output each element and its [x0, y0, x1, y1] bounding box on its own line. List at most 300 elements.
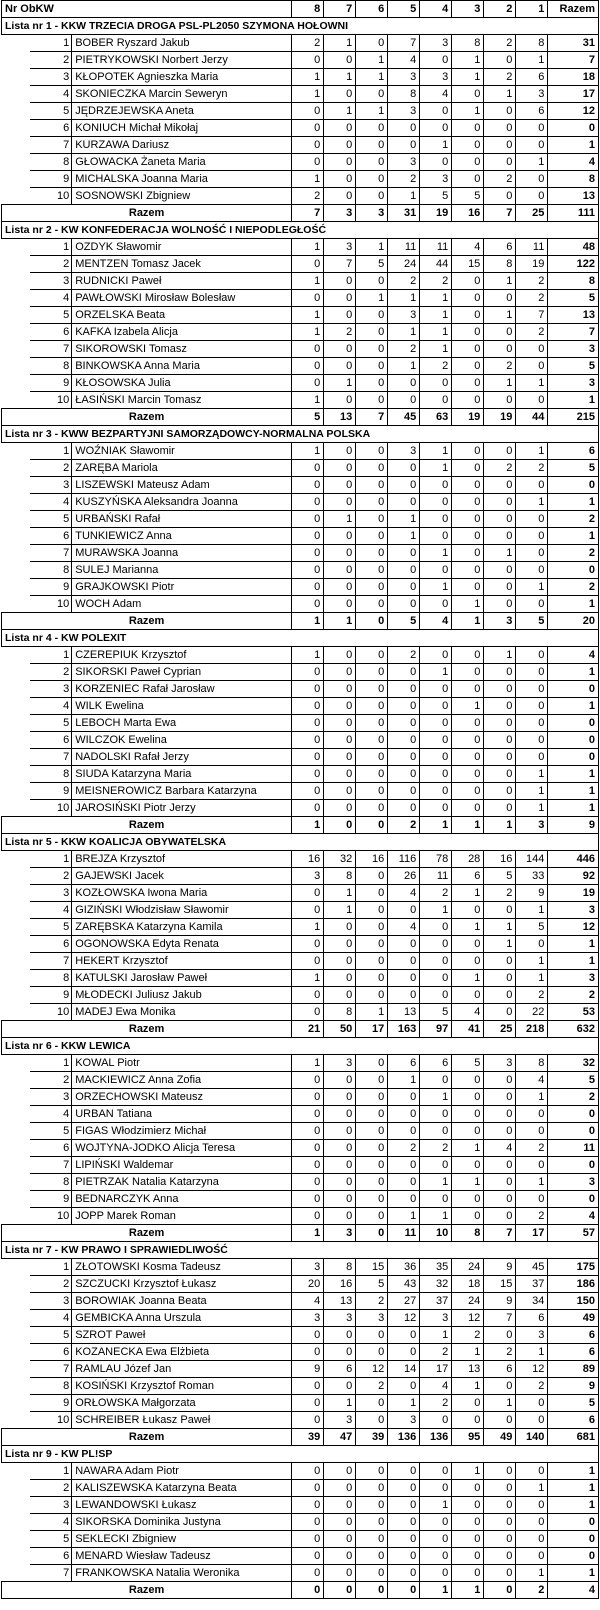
candidate-number: 5: [30, 715, 71, 732]
vote-cell: 0: [420, 766, 452, 783]
vote-cell: 34: [516, 1293, 548, 1310]
vote-cell: 0: [452, 1072, 484, 1089]
vote-cell: 0: [420, 562, 452, 579]
vote-cell: 0: [516, 1395, 548, 1412]
sum-cell: 136: [388, 1429, 420, 1446]
vote-cell: 0: [484, 1497, 516, 1514]
candidate-number: 5: [30, 103, 71, 120]
vote-cell: 0: [516, 545, 548, 562]
candidate-number: 6: [30, 732, 71, 749]
vote-cell: 0: [388, 1463, 420, 1480]
vote-cell: 4: [292, 1293, 324, 1310]
vote-cell: 0: [292, 1531, 324, 1548]
vote-cell: 1: [484, 307, 516, 324]
row-spacer: [2, 1140, 31, 1157]
vote-cell: 0: [292, 1497, 324, 1514]
vote-cell: 24: [452, 1259, 484, 1276]
row-spacer: [2, 579, 31, 596]
vote-cell: 0: [452, 171, 484, 188]
vote-cell: 12: [356, 1361, 388, 1378]
candidate-total: 1: [548, 494, 599, 511]
vote-cell: 0: [356, 647, 388, 664]
candidate-name: GEMBICKA Anna Urszula: [72, 1310, 292, 1327]
sum-cell: 1: [292, 817, 324, 834]
candidate-row: [2, 562, 599, 579]
candidate-number: 10: [30, 596, 71, 613]
vote-cell: 0: [292, 137, 324, 154]
vote-cell: 0: [324, 1072, 356, 1089]
row-spacer: [2, 1497, 31, 1514]
vote-cell: 1: [516, 1174, 548, 1191]
vote-cell: 0: [292, 902, 324, 919]
vote-cell: 3: [324, 1412, 356, 1429]
vote-cell: 0: [292, 1565, 324, 1582]
vote-cell: 3: [420, 69, 452, 86]
vote-cell: 45: [516, 1259, 548, 1276]
vote-cell: 1: [324, 885, 356, 902]
vote-cell: 9: [516, 885, 548, 902]
vote-cell: 0: [324, 443, 356, 460]
vote-cell: 0: [292, 341, 324, 358]
row-spacer: [2, 256, 31, 273]
candidate-row: [2, 885, 599, 902]
vote-cell: 0: [516, 1497, 548, 1514]
sum-cell: 136: [420, 1429, 452, 1446]
row-spacer: [2, 681, 31, 698]
sum-label: Razem: [2, 817, 292, 834]
vote-cell: 0: [356, 1055, 388, 1072]
vote-cell: 0: [324, 120, 356, 137]
vote-cell: 0: [452, 647, 484, 664]
row-spacer: [2, 1208, 31, 1225]
sum-cell: 95: [452, 1429, 484, 1446]
vote-cell: 0: [324, 1157, 356, 1174]
vote-cell: 1: [388, 1395, 420, 1412]
candidate-name: PAWŁOWSKI Mirosław Bolesław: [72, 290, 292, 307]
vote-cell: 0: [292, 562, 324, 579]
candidate-total: 48: [548, 239, 599, 256]
vote-cell: 0: [484, 698, 516, 715]
candidate-row: [2, 256, 599, 273]
candidate-row: [2, 494, 599, 511]
candidate-row: [2, 239, 599, 256]
vote-cell: 0: [452, 1191, 484, 1208]
candidate-total: 32: [548, 1055, 599, 1072]
vote-cell: 0: [356, 35, 388, 52]
vote-cell: 0: [484, 1004, 516, 1021]
row-spacer: [2, 1565, 31, 1582]
candidate-number: 8: [30, 154, 71, 171]
sum-total: 9: [548, 817, 599, 834]
sum-cell: 0: [484, 1582, 516, 1599]
candidate-name: GŁOWACKA Żaneta Maria: [72, 154, 292, 171]
row-spacer: [2, 596, 31, 613]
vote-cell: 1: [420, 664, 452, 681]
candidate-row: [2, 1191, 599, 1208]
row-spacer: [2, 902, 31, 919]
vote-cell: 0: [356, 868, 388, 885]
vote-cell: 0: [420, 120, 452, 137]
vote-cell: 0: [516, 358, 548, 375]
vote-cell: 0: [484, 681, 516, 698]
vote-cell: 0: [292, 698, 324, 715]
candidate-number: 6: [30, 936, 71, 953]
vote-cell: 1: [388, 1208, 420, 1225]
vote-cell: 0: [420, 1157, 452, 1174]
vote-cell: 24: [388, 256, 420, 273]
sum-cell: 0: [356, 613, 388, 630]
sum-cell: 50: [324, 1021, 356, 1038]
candidate-name: MADEJ Ewa Monika: [72, 1004, 292, 1021]
vote-cell: 1: [388, 1072, 420, 1089]
vote-cell: 0: [324, 188, 356, 205]
candidate-total: 2: [548, 1089, 599, 1106]
vote-cell: 0: [420, 953, 452, 970]
candidate-number: 10: [30, 1412, 71, 1429]
vote-cell: 16: [292, 851, 324, 868]
vote-cell: 0: [420, 1531, 452, 1548]
vote-cell: 0: [324, 1123, 356, 1140]
vote-cell: 0: [292, 596, 324, 613]
vote-cell: 2: [420, 1344, 452, 1361]
vote-cell: 0: [420, 1463, 452, 1480]
vote-cell: 0: [452, 1123, 484, 1140]
candidate-row: [2, 681, 599, 698]
candidate-number: 6: [30, 1344, 71, 1361]
vote-cell: 0: [324, 732, 356, 749]
candidate-number: 3: [30, 477, 71, 494]
vote-cell: 0: [292, 1412, 324, 1429]
vote-cell: 6: [452, 868, 484, 885]
vote-cell: 0: [292, 1463, 324, 1480]
vote-cell: 11: [420, 239, 452, 256]
candidate-row: [2, 511, 599, 528]
vote-cell: 0: [420, 1123, 452, 1140]
row-spacer: [2, 494, 31, 511]
vote-cell: 8: [452, 35, 484, 52]
vote-cell: 1: [420, 137, 452, 154]
vote-cell: 35: [420, 1259, 452, 1276]
candidate-name: SCHREIBER Łukasz Paweł: [72, 1412, 292, 1429]
row-spacer: [2, 290, 31, 307]
candidate-name: WILCZOK Ewelina: [72, 732, 292, 749]
candidate-number: 1: [30, 443, 71, 460]
candidate-total: 122: [548, 256, 599, 273]
candidate-number: 7: [30, 1361, 71, 1378]
candidate-row: [2, 1344, 599, 1361]
vote-cell: 1: [356, 239, 388, 256]
vote-cell: 1: [292, 239, 324, 256]
vote-cell: 0: [420, 749, 452, 766]
vote-cell: 4: [388, 885, 420, 902]
candidate-total: 5: [548, 290, 599, 307]
row-spacer: [2, 477, 31, 494]
vote-cell: 0: [292, 1395, 324, 1412]
vote-cell: 0: [292, 1072, 324, 1089]
vote-cell: 0: [356, 1480, 388, 1497]
vote-cell: 0: [516, 392, 548, 409]
vote-cell: 1: [452, 52, 484, 69]
vote-cell: 1: [324, 511, 356, 528]
vote-cell: 7: [484, 1310, 516, 1327]
sum-cell: 1: [292, 613, 324, 630]
candidate-name: LEBOCH Marta Ewa: [72, 715, 292, 732]
vote-cell: 0: [356, 494, 388, 511]
vote-cell: 2: [516, 460, 548, 477]
vote-cell: 0: [484, 766, 516, 783]
vote-cell: 2: [356, 1378, 388, 1395]
vote-cell: 1: [388, 324, 420, 341]
row-spacer: [2, 69, 31, 86]
candidate-total: 186: [548, 1276, 599, 1293]
sum-cell: 63: [420, 409, 452, 426]
sum-cell: 19: [420, 205, 452, 222]
row-spacer: [2, 987, 31, 1004]
vote-cell: 27: [388, 1293, 420, 1310]
vote-cell: 0: [324, 749, 356, 766]
vote-cell: 1: [484, 86, 516, 103]
vote-cell: 5: [516, 919, 548, 936]
candidate-total: 6: [548, 1412, 599, 1429]
vote-cell: 37: [516, 1276, 548, 1293]
vote-cell: 1: [484, 545, 516, 562]
vote-cell: 11: [516, 239, 548, 256]
list-sum-row: [2, 205, 599, 222]
vote-cell: 0: [324, 137, 356, 154]
row-spacer: [2, 664, 31, 681]
vote-cell: 0: [292, 477, 324, 494]
vote-cell: 0: [356, 681, 388, 698]
vote-cell: 1: [356, 103, 388, 120]
vote-cell: 8: [324, 868, 356, 885]
vote-cell: 0: [388, 137, 420, 154]
vote-cell: 22: [516, 1004, 548, 1021]
list-title: Lista nr 1 - KKW TRZECIA DROGA PSL-PL2050 SZYMONA HOŁOWNI: [2, 18, 599, 35]
vote-cell: 0: [292, 681, 324, 698]
candidate-number: 3: [30, 681, 71, 698]
vote-cell: 0: [516, 511, 548, 528]
vote-cell: 2: [420, 358, 452, 375]
candidate-total: 6: [548, 1327, 599, 1344]
vote-cell: 0: [452, 324, 484, 341]
vote-cell: 0: [484, 732, 516, 749]
sum-cell: 25: [484, 1021, 516, 1038]
vote-cell: 0: [388, 1548, 420, 1565]
row-spacer: [2, 1378, 31, 1395]
vote-cell: 0: [452, 1208, 484, 1225]
vote-cell: 3: [324, 1055, 356, 1072]
vote-cell: 9: [484, 1259, 516, 1276]
row-spacer: [2, 188, 31, 205]
candidate-total: 446: [548, 851, 599, 868]
vote-cell: 0: [324, 936, 356, 953]
vote-cell: 0: [324, 664, 356, 681]
candidate-row: [2, 1310, 599, 1327]
vote-cell: 0: [516, 1412, 548, 1429]
vote-cell: 0: [324, 1106, 356, 1123]
vote-cell: 0: [356, 953, 388, 970]
vote-cell: 2: [484, 35, 516, 52]
vote-cell: 0: [452, 681, 484, 698]
row-spacer: [2, 749, 31, 766]
candidate-number: 7: [30, 749, 71, 766]
candidate-number: 7: [30, 341, 71, 358]
vote-cell: 0: [356, 392, 388, 409]
vote-cell: 0: [292, 1514, 324, 1531]
candidate-row: [2, 188, 599, 205]
candidate-total: 2: [548, 579, 599, 596]
candidate-total: 6: [548, 443, 599, 460]
candidate-total: 0: [548, 120, 599, 137]
sum-total: 20: [548, 613, 599, 630]
vote-cell: 0: [356, 273, 388, 290]
vote-cell: 0: [484, 1412, 516, 1429]
vote-cell: 9: [484, 1293, 516, 1310]
candidate-total: 175: [548, 1259, 599, 1276]
sum-cell: 19: [484, 409, 516, 426]
vote-cell: 3: [420, 1310, 452, 1327]
vote-cell: 0: [356, 579, 388, 596]
candidate-number: 10: [30, 188, 71, 205]
vote-cell: 5: [356, 256, 388, 273]
candidate-name: ZARĘBA Mariola: [72, 460, 292, 477]
list-title-row: [2, 1242, 599, 1259]
vote-cell: 0: [452, 766, 484, 783]
vote-cell: 0: [292, 1004, 324, 1021]
vote-cell: 0: [356, 1395, 388, 1412]
candidate-total: 0: [548, 1123, 599, 1140]
sum-cell: 1: [452, 817, 484, 834]
header-total: Razem: [548, 1, 599, 18]
candidate-row: [2, 732, 599, 749]
vote-cell: 32: [324, 851, 356, 868]
candidate-number: 1: [30, 851, 71, 868]
candidate-number: 8: [30, 970, 71, 987]
vote-cell: 0: [452, 511, 484, 528]
vote-cell: 7: [516, 307, 548, 324]
vote-cell: 0: [484, 902, 516, 919]
candidate-number: 8: [30, 562, 71, 579]
vote-cell: 0: [452, 120, 484, 137]
vote-cell: 0: [420, 511, 452, 528]
vote-cell: 0: [484, 579, 516, 596]
sum-label: Razem: [2, 1225, 292, 1242]
vote-cell: 0: [324, 545, 356, 562]
row-spacer: [2, 120, 31, 137]
vote-cell: 1: [452, 1174, 484, 1191]
vote-cell: 0: [388, 1089, 420, 1106]
candidate-total: 18: [548, 69, 599, 86]
vote-cell: 2: [292, 35, 324, 52]
candidate-total: 13: [548, 307, 599, 324]
vote-cell: 1: [516, 766, 548, 783]
vote-cell: 0: [324, 341, 356, 358]
vote-cell: 2: [388, 273, 420, 290]
vote-cell: 3: [388, 443, 420, 460]
vote-cell: 0: [292, 545, 324, 562]
candidate-number: 1: [30, 35, 71, 52]
vote-cell: 37: [420, 1293, 452, 1310]
vote-cell: 0: [388, 1565, 420, 1582]
vote-cell: 0: [516, 188, 548, 205]
sum-cell: 218: [516, 1021, 548, 1038]
candidate-total: 13: [548, 188, 599, 205]
vote-cell: 0: [356, 1463, 388, 1480]
vote-cell: 0: [292, 494, 324, 511]
vote-cell: 0: [420, 477, 452, 494]
vote-cell: 2: [484, 1344, 516, 1361]
vote-cell: 0: [452, 358, 484, 375]
row-spacer: [2, 137, 31, 154]
candidate-number: 5: [30, 919, 71, 936]
vote-cell: 0: [324, 1463, 356, 1480]
vote-cell: 13: [388, 1004, 420, 1021]
vote-cell: 0: [452, 1548, 484, 1565]
vote-cell: 1: [324, 1395, 356, 1412]
candidate-row: [2, 1395, 599, 1412]
candidate-total: 3: [548, 375, 599, 392]
vote-cell: 1: [452, 1378, 484, 1395]
vote-cell: 0: [324, 1378, 356, 1395]
vote-cell: 0: [324, 1191, 356, 1208]
candidate-total: 8: [548, 171, 599, 188]
vote-cell: 3: [516, 1327, 548, 1344]
results-table: [1, 0, 599, 1599]
candidate-number: 2: [30, 1480, 71, 1497]
candidate-number: 9: [30, 783, 71, 800]
vote-cell: 0: [388, 800, 420, 817]
sum-cell: 7: [356, 409, 388, 426]
vote-cell: 0: [452, 1106, 484, 1123]
vote-cell: 0: [452, 375, 484, 392]
vote-cell: 1: [452, 596, 484, 613]
vote-cell: 0: [356, 970, 388, 987]
candidate-name: KŁOSOWSKA Julia: [72, 375, 292, 392]
vote-cell: 24: [452, 1293, 484, 1310]
vote-cell: 0: [356, 919, 388, 936]
row-spacer: [2, 52, 31, 69]
candidate-row: [2, 1259, 599, 1276]
vote-cell: 5: [452, 1055, 484, 1072]
candidate-name: JĘDRZEJEWSKA Aneta: [72, 103, 292, 120]
vote-cell: 32: [420, 1276, 452, 1293]
candidate-total: 0: [548, 681, 599, 698]
candidate-number: 4: [30, 1514, 71, 1531]
vote-cell: 0: [324, 460, 356, 477]
candidate-total: 1: [548, 1497, 599, 1514]
candidate-row: [2, 766, 599, 783]
candidate-row: [2, 1140, 599, 1157]
candidate-total: 1: [548, 936, 599, 953]
vote-cell: 1: [484, 375, 516, 392]
vote-cell: 2: [516, 290, 548, 307]
candidate-total: 12: [548, 919, 599, 936]
sum-cell: 2: [388, 817, 420, 834]
vote-cell: 0: [324, 715, 356, 732]
sum-cell: 5: [516, 613, 548, 630]
vote-cell: 1: [292, 919, 324, 936]
vote-cell: 0: [420, 375, 452, 392]
vote-cell: 0: [484, 188, 516, 205]
vote-cell: 0: [292, 1378, 324, 1395]
candidate-total: 1: [548, 528, 599, 545]
row-spacer: [2, 1191, 31, 1208]
vote-cell: 0: [452, 273, 484, 290]
vote-cell: 0: [484, 1174, 516, 1191]
row-spacer: [2, 1310, 31, 1327]
vote-cell: 0: [324, 86, 356, 103]
vote-cell: 0: [484, 1191, 516, 1208]
